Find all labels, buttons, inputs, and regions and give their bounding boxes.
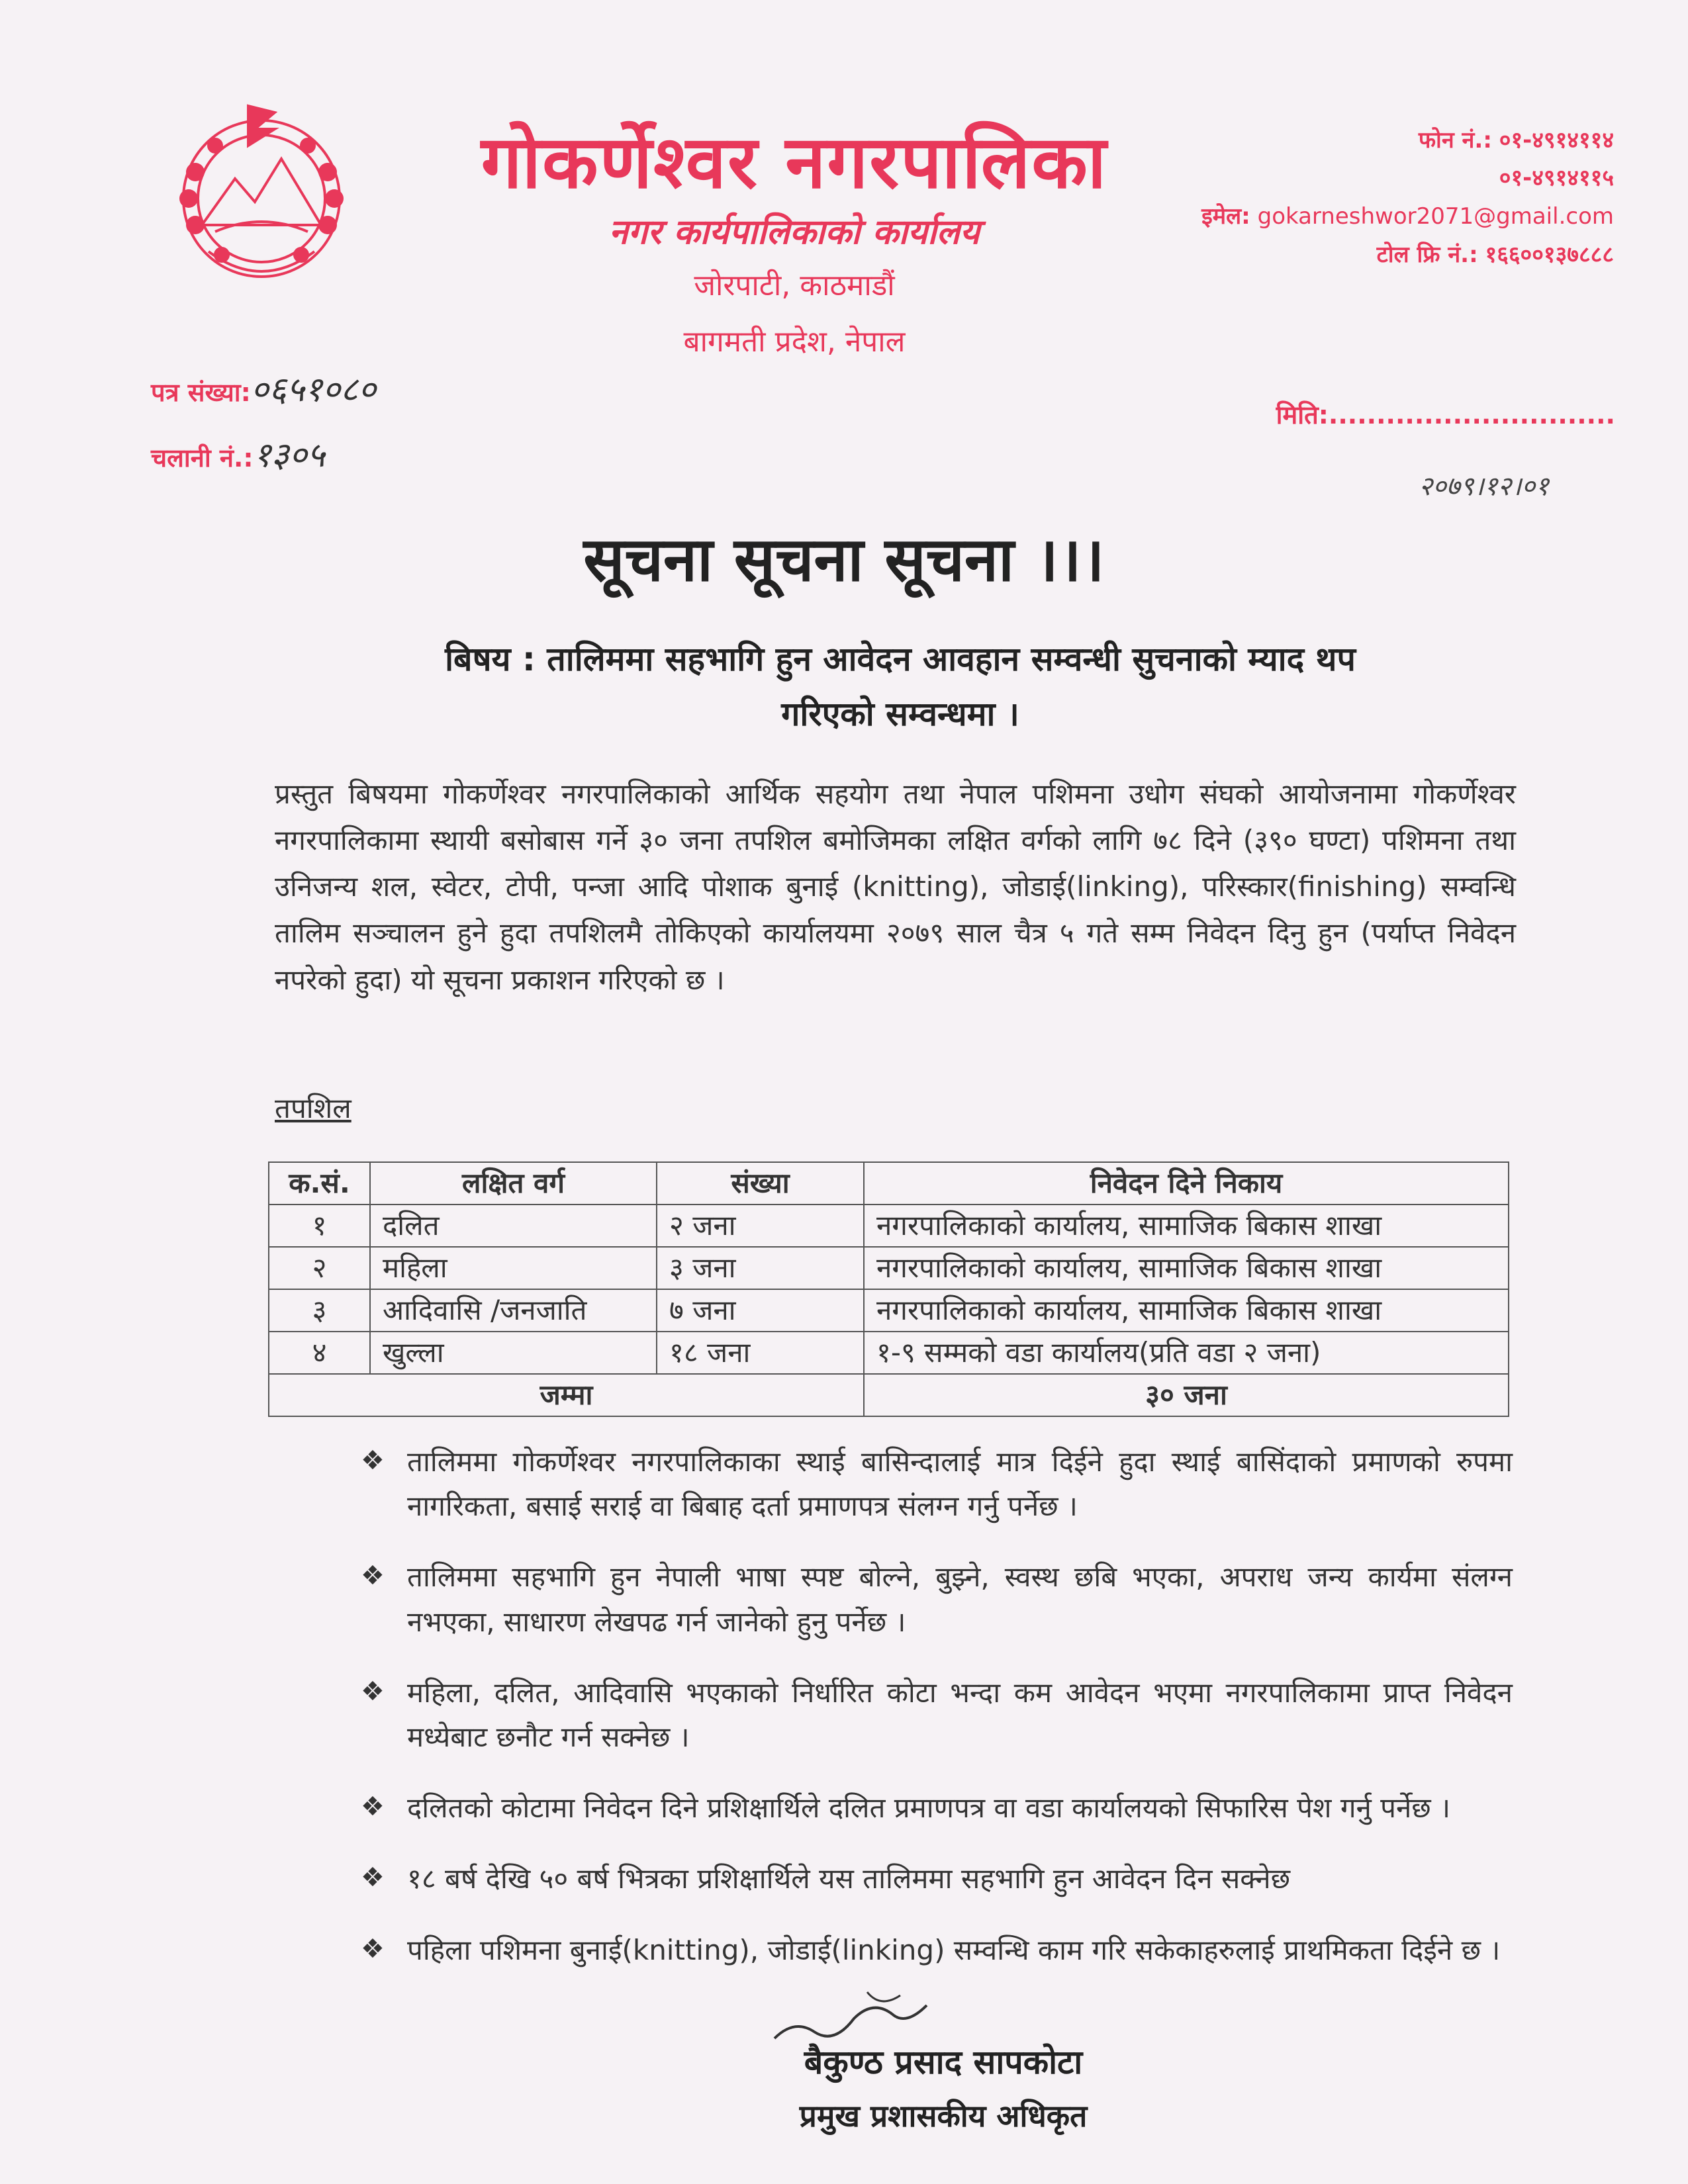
table-row xyxy=(269,1289,1509,1332)
notice-heading: सूचना सूचना सूचना ।।। xyxy=(583,524,1105,595)
nepal-emblem-icon xyxy=(149,93,374,298)
list-item-text: दलितको कोटामा निवेदन दिने प्रशिक्षार्थिले दलित प्रमाणपत्र वा वडा कार्यालयको सिफारिस पेश गर्नु पर्नेछ । xyxy=(407,1792,1451,1825)
email-value: gokarneshwor2071@gmail.com xyxy=(1257,203,1614,230)
cell-count: ७ जना xyxy=(657,1289,864,1332)
diamond-bullet-icon: ❖ xyxy=(361,1792,385,1823)
handwritten-date: २०७९।१२।०१ xyxy=(1419,471,1549,502)
patra-value: ०६५१०८० xyxy=(250,370,377,410)
email-label: इमेल: xyxy=(1201,203,1250,230)
office-subtitle: नगर कार्यपालिकाको कार्यालय xyxy=(608,212,980,252)
diamond-bullet-icon: ❖ xyxy=(361,1933,385,1964)
subject-line-2: गरिएको सम्वन्धमा । xyxy=(781,694,1019,733)
signatory-designation: प्रमुख प्रशासकीय अधिकृत xyxy=(799,2098,1088,2134)
table-total-row xyxy=(269,1374,1509,1416)
municipality-title: गोकर्णेश्वर नगरपालिका xyxy=(481,120,1108,205)
diamond-bullet-icon: ❖ xyxy=(361,1862,385,1893)
list-item-text: महिला, दलित, आदिवासि भएकाको निर्धारित कोटा भन्दा कम आवेदन भएमा नगरपालिकामा प्राप्त निवेदन मध्येबाट छनौट गर्न सक्नेछ । xyxy=(407,1676,1513,1753)
notice-subject xyxy=(291,632,1509,741)
chalani-number xyxy=(151,423,376,488)
cell-office: नगरपालिकाको कार्यालय, सामाजिक बिकास शाखा xyxy=(864,1205,1509,1247)
header-count: संख्या xyxy=(657,1162,864,1205)
list-item-text: १८ बर्ष देखि ५० बर्ष भित्रका प्रशिक्षार्थिले यस तालिममा सहभागि हुन आवेदन दिन सक्नेछ xyxy=(407,1862,1291,1895)
list-item xyxy=(361,1670,1513,1759)
total-value: ३० जना xyxy=(864,1374,1509,1416)
address-line-1: जोरपाटी, काठमाडौं xyxy=(694,269,895,302)
cell-count: २ जना xyxy=(657,1205,864,1247)
table-header-row xyxy=(269,1162,1509,1205)
list-item xyxy=(361,1555,1513,1643)
cell-sn: १ xyxy=(269,1205,370,1247)
notice-body: प्रस्तुत बिषयमा गोकर्णेश्वर नगरपालिकाको आर्थिक सहयोग तथा नेपाल पशिमना उधोग संघको आयोजनामा गोकर्णेश्वर नगरपालिकामा स्थायी बसोबास गर्ने ३० जना तपशिल बमोजिमका लक्षित वर्गको लागि ७८ दिने (३९० घण्टा) पशिमना तथा उनिजन्य शल, स्वेटर, टोपी, पन्जा आदि पोशाक बुनाई (knitting), जोडाई(linking), परिस्कार(finishing) सम्वन्धि तालिम सञ्चालन हुने हुदा तपशिलमै तोकिएको कार्यालयमा २०७९ साल चैत्र ५ गते सम्म निवेदन दिनु हुन (पर्याप्त निवेदन नपरेको हुदा) यो सूचना प्रकाशन गरिएको छ । xyxy=(275,778,1516,996)
diamond-bullet-icon: ❖ xyxy=(361,1561,385,1592)
list-item-text: पहिला पशिमना बुनाई(knitting), जोडाई(linking) सम्वन्धि काम गरि सकेकाहरुलाई प्राथमिकता दिईने छ । xyxy=(407,1933,1501,1966)
tollfree xyxy=(1377,244,1614,266)
target-group-table xyxy=(268,1161,1509,1417)
chalani-value: १३०५ xyxy=(253,435,325,475)
header-sn: क.सं. xyxy=(269,1162,370,1205)
cell-sn: ३ xyxy=(269,1289,370,1332)
tollfree-label: टोल फ्रि नं.: xyxy=(1376,242,1478,268)
phone-2-value: ०१-४९१४११५ xyxy=(1499,165,1614,191)
tollfree-value: १६६००१३७८८८ xyxy=(1485,242,1614,268)
reference-block xyxy=(151,357,376,488)
cell-group: दलित xyxy=(370,1205,657,1247)
chalani-label: चलानी नं.: xyxy=(151,443,254,473)
list-item-text: तालिममा गोकर्णेश्वर नगरपालिकाका स्थाई बासिन्दालाई मात्र दिईने हुदा स्थाई बासिंदाको प्रमाणको रुपमा नागरिकता, बसाई सराई वा बिबाह दर्ता प्रमाणपत्र संलग्न गर्नु पर्नेछ । xyxy=(407,1445,1513,1523)
email xyxy=(1201,205,1614,228)
conditions-list xyxy=(361,1439,1513,1999)
phone-2 xyxy=(1499,167,1614,189)
header-target-group: लक्षित वर्ग xyxy=(370,1162,657,1205)
table-row xyxy=(269,1247,1509,1289)
cell-group: खुल्ला xyxy=(370,1332,657,1374)
total-label: जम्मा xyxy=(269,1374,864,1416)
cell-office: १-९ सम्मको वडा कार्यालय(प्रति वडा २ जना) xyxy=(864,1332,1509,1374)
cell-count: १८ जना xyxy=(657,1332,864,1374)
phone-1-value: ०१-४९१४११४ xyxy=(1499,127,1614,154)
list-item xyxy=(361,1786,1513,1830)
list-item xyxy=(361,1439,1513,1528)
list-item-text: तालिममा सहभागि हुन नेपाली भाषा स्पष्ट बोल्ने, बुझ्ने, स्वस्थ छबि भएका, अपराध जन्य कार्यमा संलग्न नभएका, साधारण लेखपढ गर्न जानेको हुनु पर्नेछ । xyxy=(407,1561,1513,1638)
list-item xyxy=(361,1928,1513,1972)
table-row xyxy=(269,1332,1509,1374)
patra-label: पत्र संख्या: xyxy=(151,378,251,407)
phone-1 xyxy=(1419,129,1614,152)
table-row xyxy=(269,1205,1509,1247)
cell-group: महिला xyxy=(370,1247,657,1289)
miti-label: मिति:.............................. xyxy=(1276,400,1615,430)
list-item xyxy=(361,1856,1513,1901)
patra-sankhya xyxy=(151,357,376,423)
diamond-bullet-icon: ❖ xyxy=(361,1676,385,1707)
address-line-2: बागमती प्रदेश, नेपाल xyxy=(683,325,906,359)
cell-sn: ४ xyxy=(269,1332,370,1374)
phone-label: फोन नं.: xyxy=(1418,127,1492,154)
cell-sn: २ xyxy=(269,1247,370,1289)
header-office: निवेदन दिने निकाय xyxy=(864,1162,1509,1205)
subject-line-1: बिषय : तालिममा सहभागि हुन आवेदन आवहान सम्वन्धी सुचनाको म्याद थप xyxy=(445,640,1356,678)
cell-office: नगरपालिकाको कार्यालय, सामाजिक बिकास शाखा xyxy=(864,1247,1509,1289)
cell-group: आदिवासि /जनजाति xyxy=(370,1289,657,1332)
cell-office: नगरपालिकाको कार्यालय, सामाजिक बिकास शाखा xyxy=(864,1289,1509,1332)
diamond-bullet-icon: ❖ xyxy=(361,1445,385,1476)
signatory-name: बैकुण्ठ प्रसाद सापकोटा xyxy=(804,2043,1083,2081)
tapsil-label: तपशिल xyxy=(275,1092,352,1124)
cell-count: ३ जना xyxy=(657,1247,864,1289)
